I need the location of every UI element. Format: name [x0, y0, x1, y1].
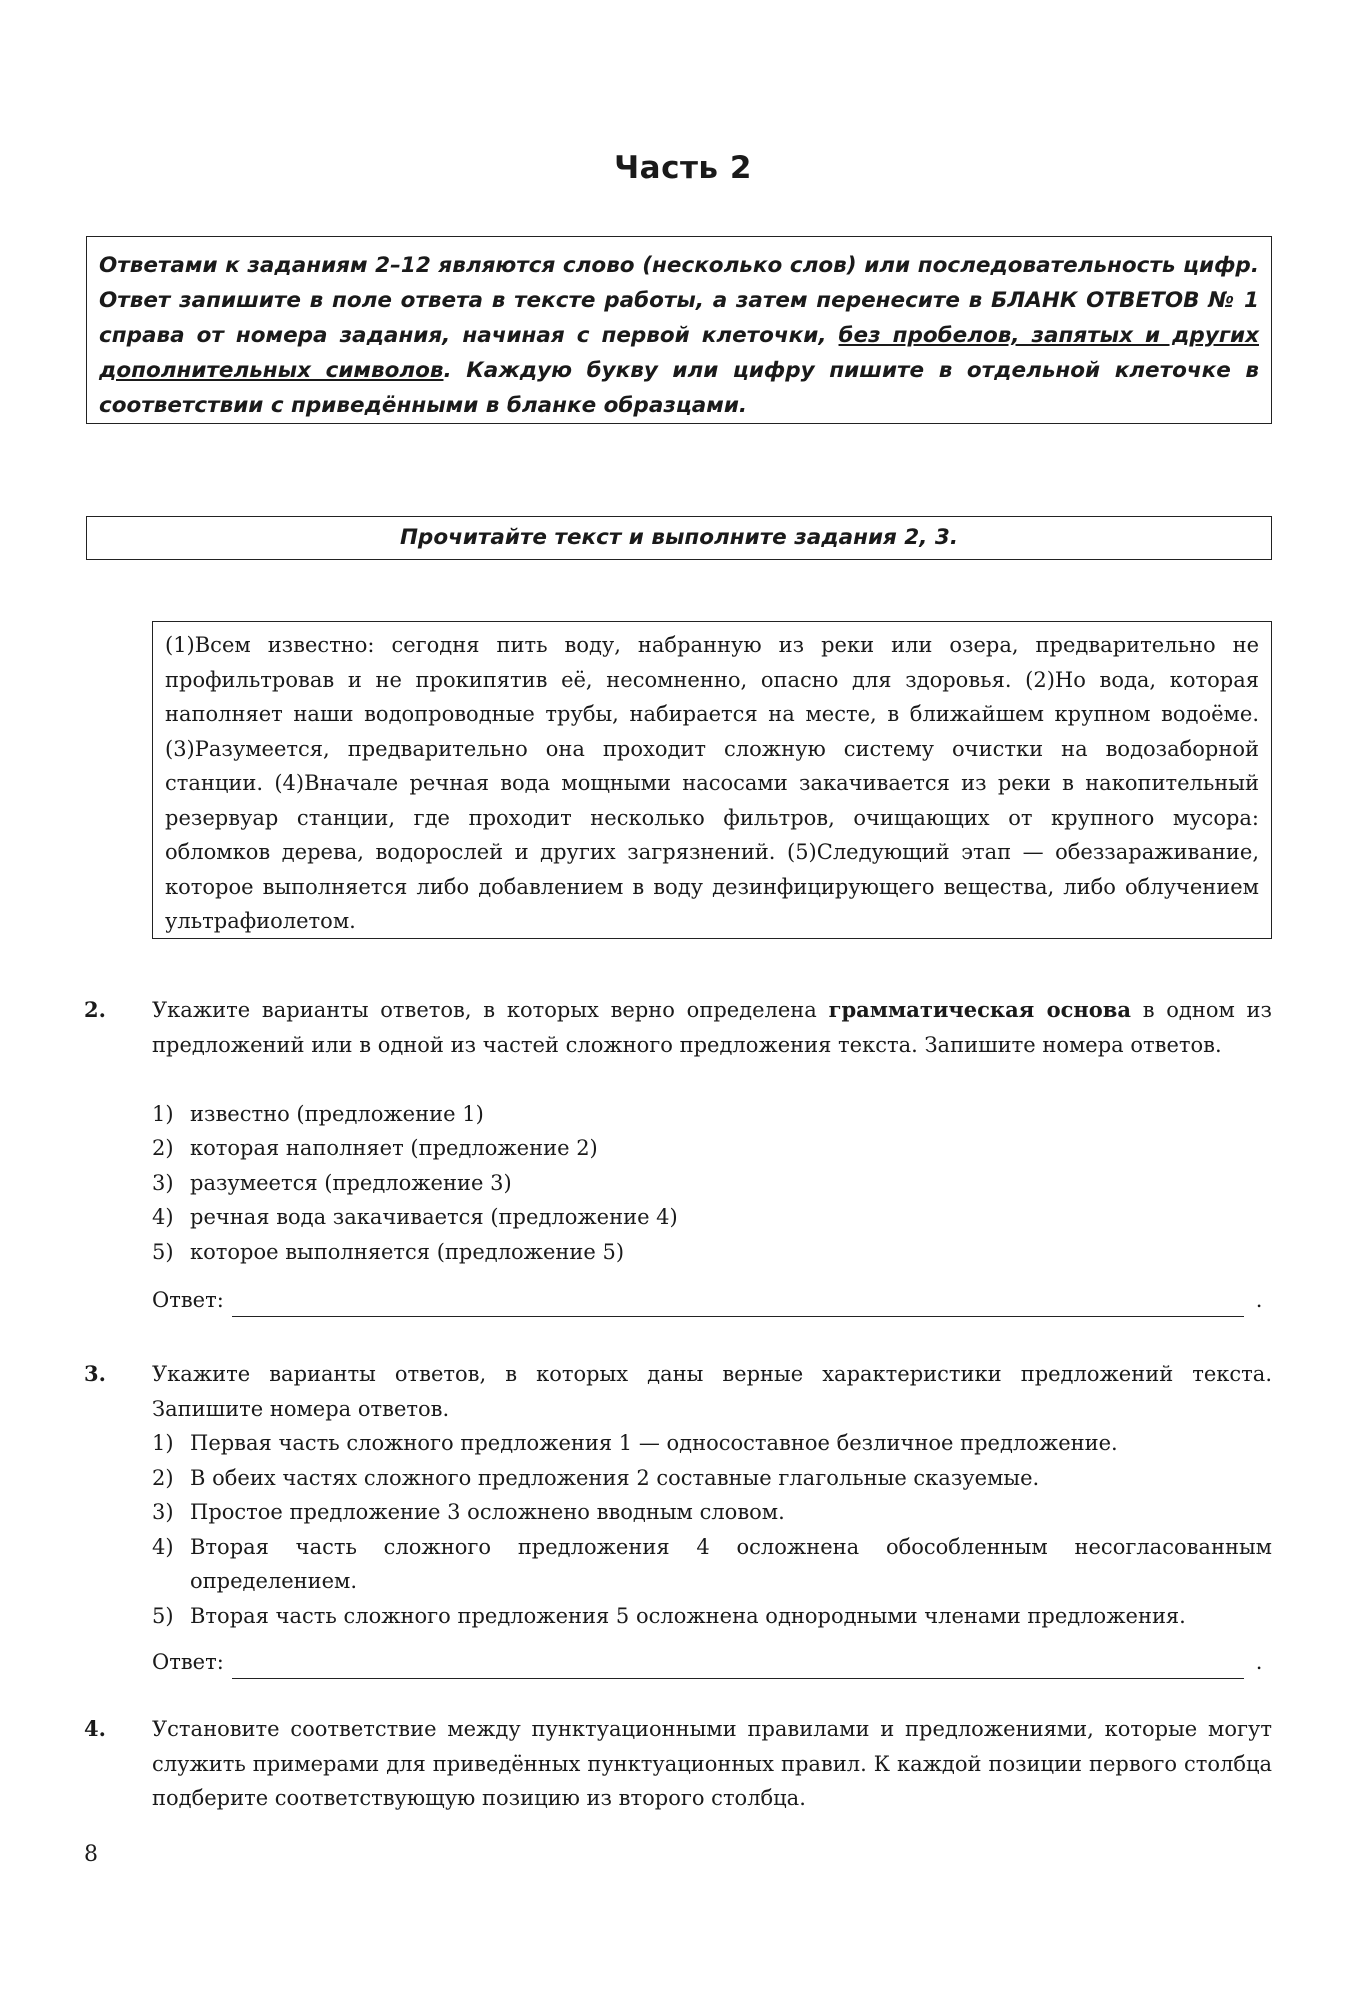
option	[152, 1530, 1272, 1599]
task-prompt-bold: грамматическая основа	[828, 997, 1131, 1022]
option-number: 4)	[152, 1205, 174, 1229]
option-number: 1)	[152, 1101, 174, 1126]
option	[152, 1131, 1272, 1166]
answer-dot: .	[1255, 1649, 1263, 1674]
answer-dot: .	[1255, 1287, 1263, 1312]
option-number: 1)	[152, 1431, 174, 1455]
task-prompt-text-end: в одном из предложений или в одной из частей сложного предложения текста. Запишите номера ответов.	[152, 998, 1272, 1057]
option	[152, 1495, 1272, 1530]
reading-text: (1)Всем известно: сегодня пить воду, набранную из реки или озера, предварительно не профильтровав и не прокипятив её, несомненно, опасно для здоровья. (2)Но вода, которая наполняет наши водопроводные трубы, набирается на месте, в ближайшем крупном водоёме. (3)Разумеется, предварительно она проходит сложную систему очистки на водозаборной станции. (4)Вначале речная вода мощными насосами закачивается из реки в накопительный резервуар станции, где проходит несколько фильтров, очищающих от крупного мусора: обломков дерева, водорослей и других загрязнений. (5)Следующий этап — обеззараживание, которое выполняется либо добавлением в воду дезинфицирующего вещества, либо облучением ультрафиолетом.	[165, 633, 1259, 933]
answer-row	[152, 1645, 1272, 1679]
task-prompt: Укажите варианты ответов, в которых даны верные характеристики предложений текста. Запишите номера ответов.	[152, 1362, 1272, 1421]
answer-label: Ответ:	[152, 1649, 224, 1674]
task-number: 2.	[84, 997, 106, 1022]
option	[152, 1599, 1272, 1634]
option-number: 5)	[152, 1239, 174, 1264]
task-prompt	[152, 993, 1272, 1062]
answer-row	[152, 1283, 1272, 1317]
task-number: 3.	[84, 1361, 106, 1386]
instructions-underlined: без пробелов, запятых и других дополнительных символов	[99, 323, 1259, 383]
option	[152, 1426, 1272, 1461]
page-title: Часть 2	[614, 150, 752, 186]
option-text: Вторая часть сложного предложения 5 осложнена однородными членами предложения.	[190, 1603, 1186, 1628]
option	[152, 1166, 1272, 1201]
instructions-text: Ответами к заданиям 2–12 являются слово (несколько слов) или последовательность цифр. Ответ запишите в поле ответа в тексте работы, а затем перенесите в БЛАНК ОТВЕТОВ № 1 справа от номера задания, начиная с первой клеточки,	[99, 253, 1259, 348]
option	[152, 1235, 1272, 1270]
task-options	[152, 1097, 1272, 1270]
option	[152, 1097, 1272, 1132]
instructions-text-end: . Каждую букву или цифру пишите в отдельной клеточке в соответствии с приведёнными в бланке образцами.	[99, 358, 1259, 418]
option-text: которое выполняется (предложение 5)	[190, 1239, 625, 1264]
option-text: известно (предложение 1)	[190, 1101, 484, 1126]
option-text: Вторая часть сложного предложения 4 осложнена обособленным несогласованным определением.	[190, 1534, 1272, 1593]
reading-text-box	[152, 621, 1272, 939]
option	[152, 1461, 1272, 1496]
read-prompt-box	[86, 516, 1272, 560]
page-number: 8	[84, 1842, 98, 1867]
task-number: 4.	[84, 1716, 106, 1741]
option	[152, 1200, 1272, 1235]
option-number: 3)	[152, 1500, 174, 1524]
option-number: 5)	[152, 1603, 174, 1628]
task-prompt-text: Укажите варианты ответов, в которых верно определена	[152, 998, 829, 1022]
answer-label: Ответ:	[152, 1287, 224, 1312]
answer-line[interactable]	[232, 1652, 1244, 1679]
option-text: Простое предложение 3 осложнено вводным словом.	[190, 1500, 785, 1524]
option-text: Первая часть сложного предложения 1 — односоставное безличное предложение.	[190, 1431, 1118, 1455]
option-text: речная вода закачивается (предложение 4)	[190, 1205, 678, 1229]
option-number: 2)	[152, 1465, 174, 1490]
answer-line[interactable]	[232, 1290, 1244, 1317]
option-number: 2)	[152, 1136, 174, 1160]
option-text: которая наполняет (предложение 2)	[190, 1136, 598, 1160]
option-number: 3)	[152, 1170, 174, 1195]
instructions-box	[86, 236, 1272, 424]
task-options	[152, 1426, 1272, 1633]
option-number: 4)	[152, 1534, 174, 1559]
option-text: разумеется (предложение 3)	[190, 1170, 512, 1195]
task-prompt: Установите соответствие между пунктуационными правилами и предложениями, которые могут служить примерами для приведённых пунктуационных правил. К каждой позиции первого столбца подберите соответствующую позицию из второго столбца.	[152, 1717, 1272, 1810]
read-prompt: Прочитайте текст и выполните задания 2, 3.	[399, 525, 959, 550]
option-text: В обеих частях сложного предложения 2 составные глагольные сказуемые.	[190, 1465, 1040, 1490]
